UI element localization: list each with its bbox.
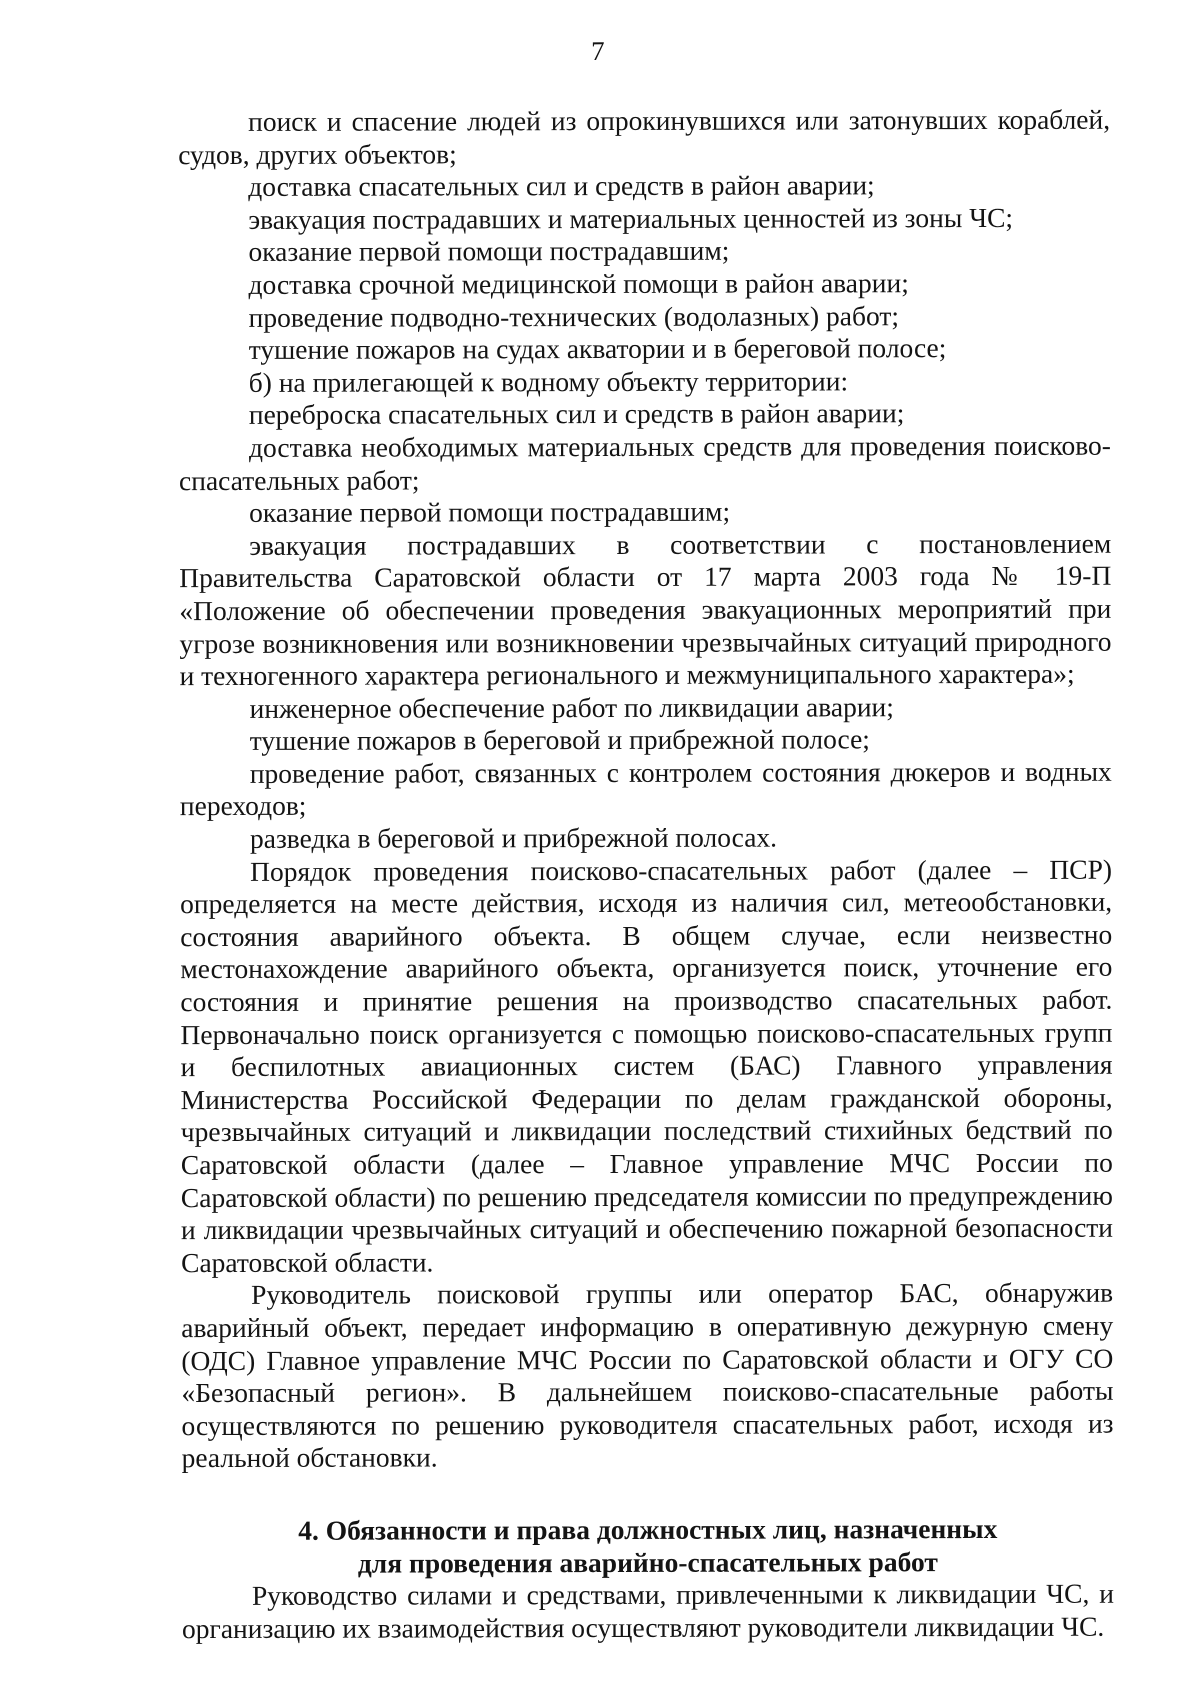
paragraph: проведение подводно-технических (водолазных) работ; — [248, 299, 900, 333]
paragraph: Руководитель поисковой группы или оператор БАС, обнаружив аварийный объект, передает информацию в оперативную дежурную смену (ОДС) Главное управление МЧС России по Саратовской области и ОГУ СО «Безопасный регион». В дальнейшем поисково-спасательные работы осуществляются по решению руководителя спасательных работ, исходя из реальной обстановки. — [181, 1277, 1114, 1474]
paragraph: доставка спасательных сил и средств в район аварии; — [248, 169, 875, 203]
paragraph: поиск и спасение людей из опрокинувшихся или затонувших кораблей, судов, других объектов; — [178, 103, 1111, 170]
paragraph: переброска спасательных сил и средств в район аварии; — [248, 397, 905, 431]
paragraph: доставка необходимых материальных средств для проведения поисково-спасательных работ; — [178, 429, 1111, 496]
paragraph: тушение пожаров на судах акватории и в береговой полосе; — [248, 332, 947, 366]
paragraph: эвакуация пострадавших и материальных ценностей из зоны ЧС; — [248, 201, 1014, 235]
section-heading-line: для проведения аварийно-спасательных работ — [357, 1545, 938, 1579]
paragraph: доставка срочной медицинской помощи в район аварии; — [248, 267, 909, 300]
body-text — [178, 104, 1114, 1646]
section-heading-line: 4. Обязанности и права должностных лиц, назначенных — [298, 1512, 998, 1546]
paragraph: оказание первой помощи пострадавшим; — [248, 235, 730, 268]
section-paragraph: Руководство силами и средствами, привлеченными к ликвидации ЧС, и организацию их взаимодействия осуществляют руководители ликвидации ЧС. — [181, 1577, 1114, 1644]
paragraph: разведка в береговой и прибрежной полосах. — [249, 821, 778, 854]
paragraph: инженерное обеспечение работ по ликвидации аварии; — [249, 690, 894, 724]
paragraph: Порядок проведения поисково-спасательных работ (далее – ПСР) определяется на месте действия, исходя из наличия сил, метеообстановки, состояния аварийного объекта. В общем случае, если неизвестно местонахождение аварийного объекта, организуется поиск, уточнение его состояния и принятие решения на производство спасательных работ. Первоначально поиск организуется с помощью поисково-спасательных групп и беспилотных авиационных систем (БАС) Главного управления Министерства Российской Федерации по делам гражданской обороны, чрезвычайных ситуаций и ликвидации последствий стихийных бедствий по Саратовской области (далее – Главное управление МЧС России по Саратовской области) по решению председателя комиссии по предупреждению и ликвидации чрезвычайных ситуаций и обеспечению пожарной безопасности Саратовской области. — [180, 853, 1114, 1278]
paragraph: эвакуация пострадавших в соответствии с постановлением Правительства Саратовской области от 17 марта 2003 года № 19-П «Положение об обеспечении проведения эвакуационных мероприятий при угрозе возникновения или возникновении чрезвычайных ситуаций природного и техногенного характера регионального и межмуниципального характера»; — [179, 527, 1112, 692]
paragraph: тушение пожаров в береговой и прибрежной полосе; — [249, 723, 870, 757]
paragraph: оказание первой помощи пострадавшим; — [249, 495, 731, 529]
page-number: 7 — [591, 35, 605, 67]
section-heading — [182, 1513, 1114, 1581]
paragraph: б) на прилегающей к водному объекту территории: — [248, 365, 849, 398]
paragraph: проведение работ, связанных с контролем состояния дюкеров и водных переходов; — [179, 755, 1112, 822]
